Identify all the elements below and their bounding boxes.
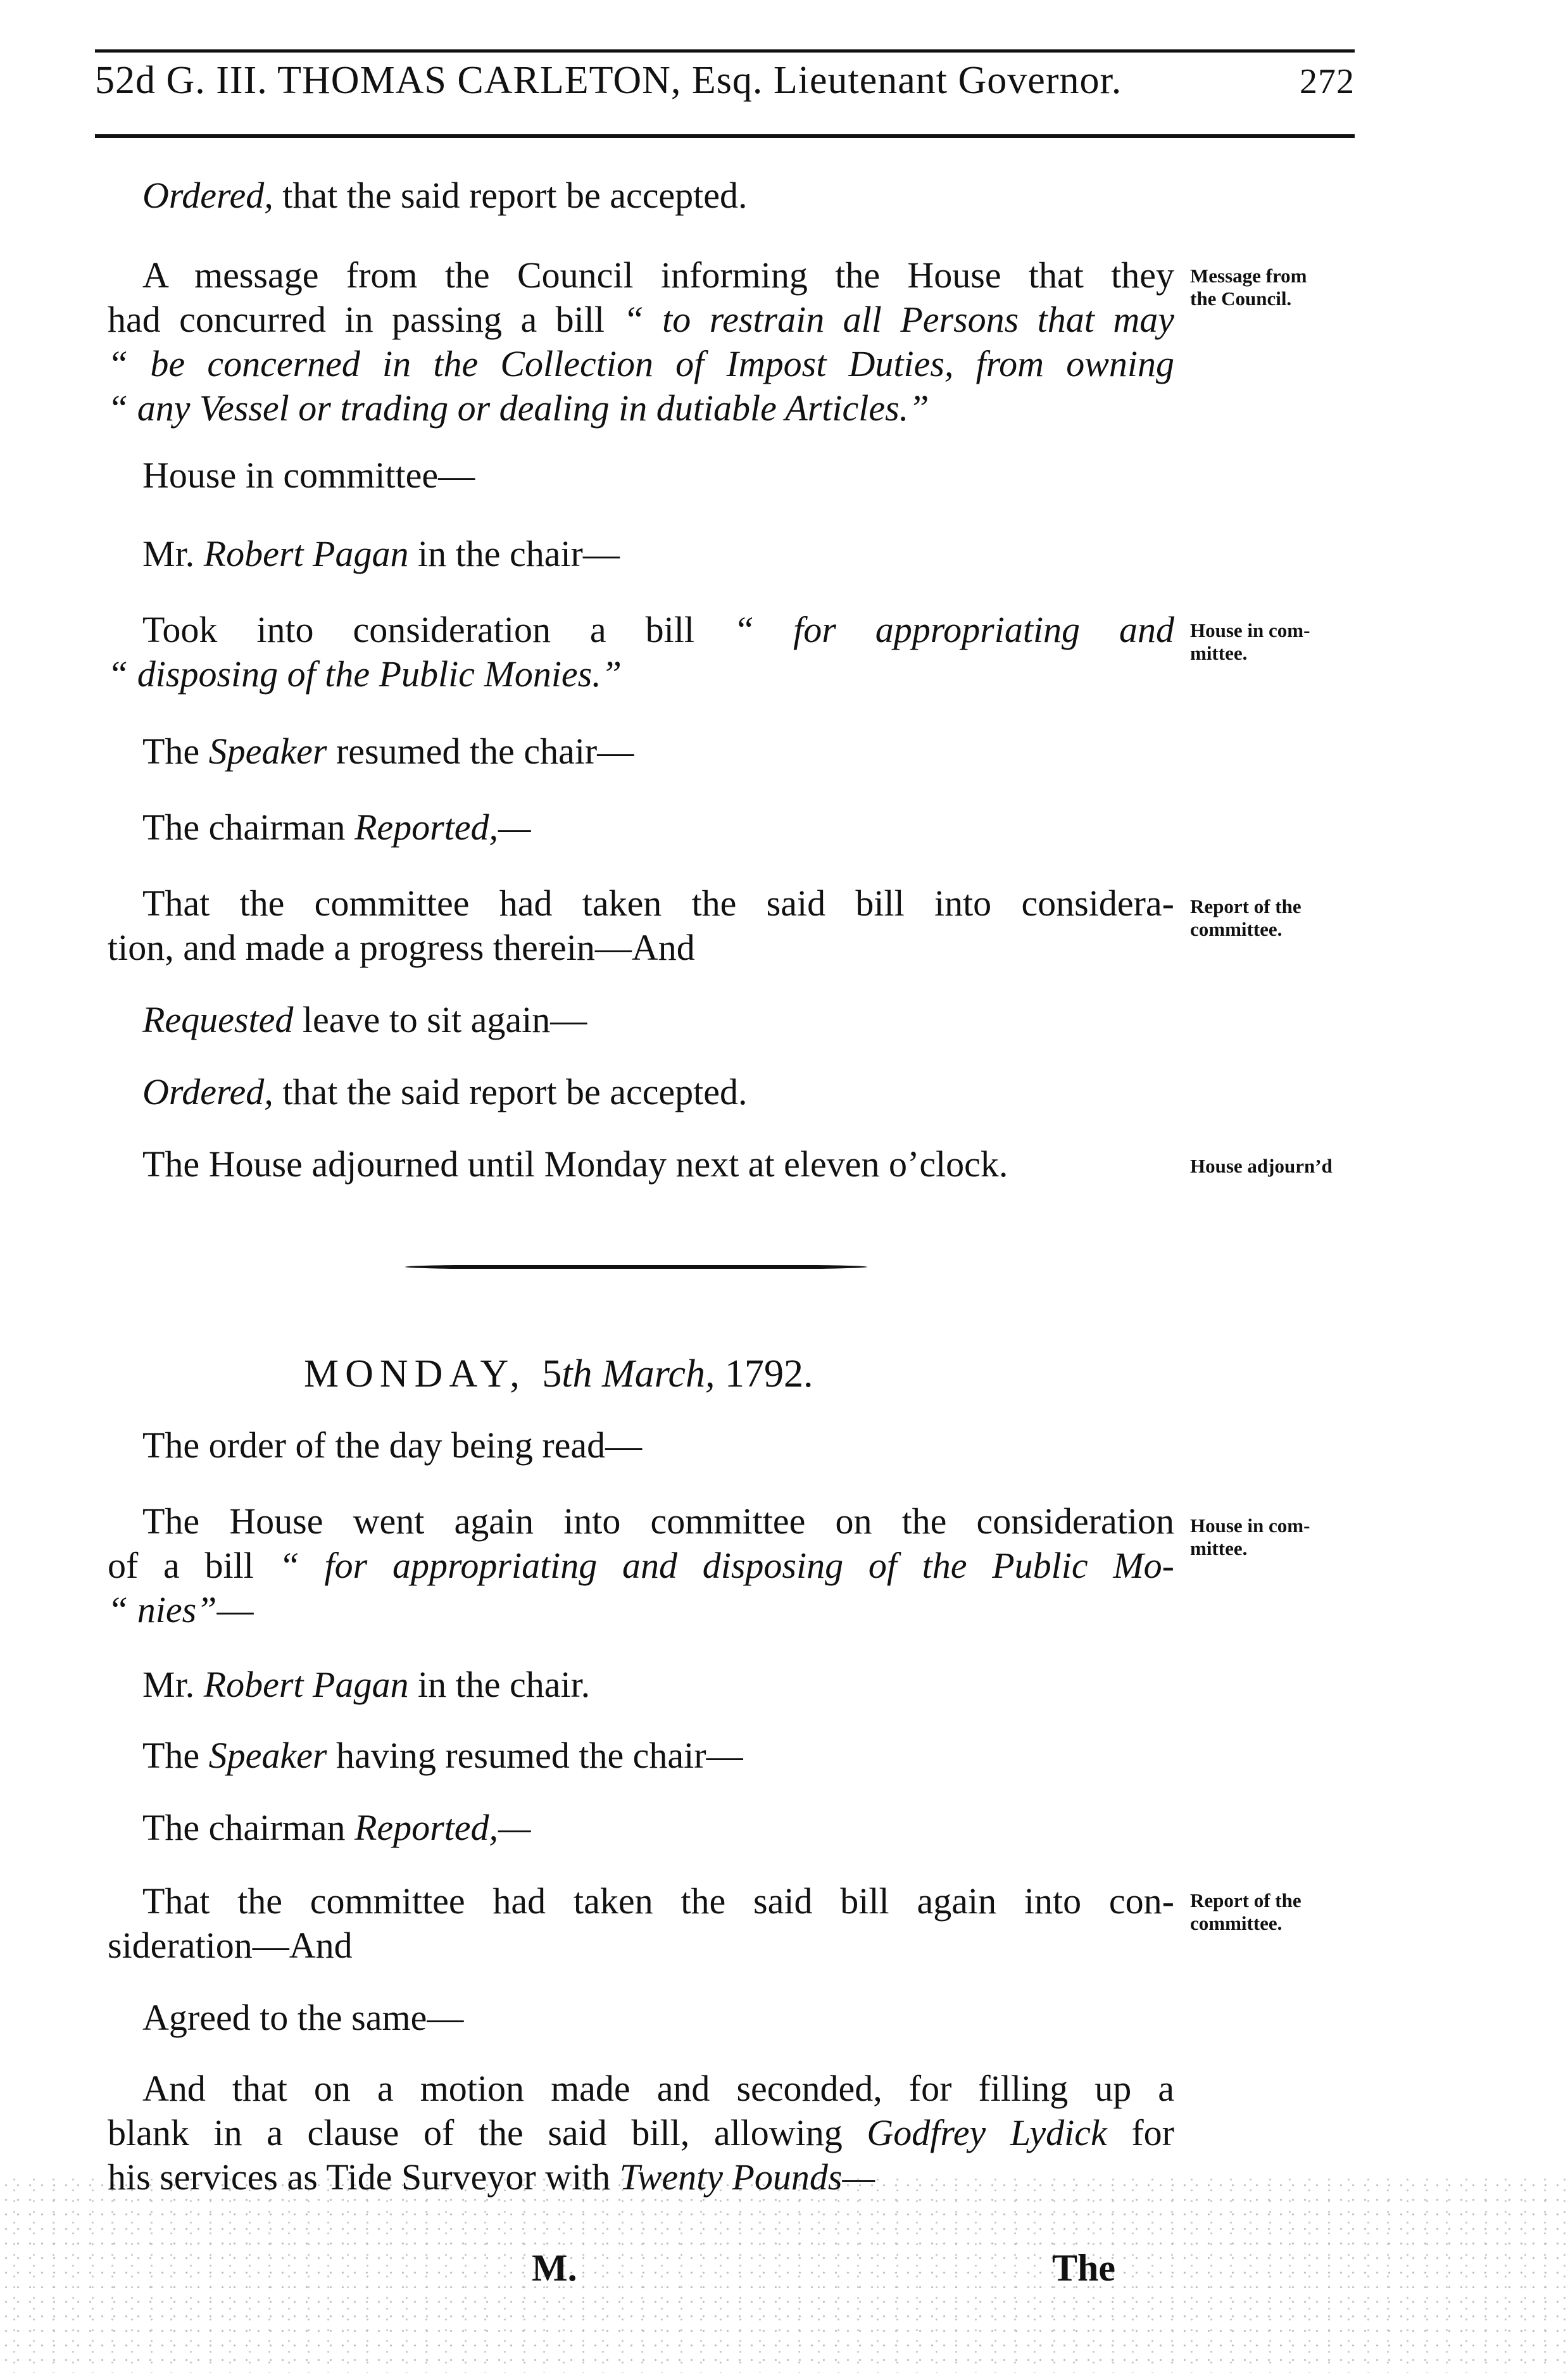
header-bottom-rule [95, 134, 1355, 138]
paragraph: Agreed to the same— [142, 1997, 464, 2038]
paragraph-line: A message from the Council informing the House that they [142, 255, 1174, 296]
paragraph: The House adjourned until Monday next at eleven o’clock. [142, 1143, 1008, 1185]
paragraph: Mr. Robert Pagan in the chair— [142, 533, 620, 574]
paragraph-line: had concurred in passing a bill “ to restrain all Persons that may [108, 299, 1174, 340]
paragraph-line: “ any Vessel or trading or dealing in dutiable Articles.” [108, 387, 929, 429]
page-number: 272 [1300, 62, 1355, 101]
paragraph-line: “ be concerned in the Collection of Impost Duties, from owning [108, 343, 1174, 384]
signature-mark: M. [532, 2247, 577, 2289]
catchword: The [1052, 2247, 1116, 2289]
side-note: Report of the committee. [1190, 895, 1301, 940]
paragraph: The Speaker resumed the chair— [142, 731, 634, 772]
side-note: Message from the Council. [1190, 265, 1307, 310]
paragraph-line: “ nies”— [108, 1589, 254, 1630]
side-note: House in com- mittee. [1190, 1514, 1310, 1559]
paragraph-line: Took into consideration a bill “ for appropriating and [142, 609, 1175, 650]
paragraph: Requested leave to sit again— [142, 999, 587, 1040]
side-note: House adjourn’d [1190, 1155, 1333, 1177]
paragraph-line: blank in a clause of the said bill, allowing Godfrey Lydick for [108, 2112, 1174, 2153]
scan-noise [0, 2178, 1568, 2373]
paragraph: Mr. Robert Pagan in the chair. [142, 1664, 591, 1705]
paragraph: House in committee— [142, 455, 475, 496]
header-title: 52d G. III. THOMAS CARLETON, Esq. Lieutenant Governor. [95, 59, 1122, 102]
paragraph: The chairman Reported,— [142, 807, 531, 848]
date-heading: MONDAY, 5th March, 1792. [304, 1352, 813, 1395]
paragraph-line: And that on a motion made and seconded, for filling up a [142, 2068, 1174, 2109]
paragraph: Ordered, that the said report be accepted. [142, 175, 748, 216]
paragraph-line: “ disposing of the Public Monies.” [108, 653, 622, 695]
paragraph: The chairman Reported,— [142, 1807, 531, 1848]
paragraph-line: The House went again into committee on the consideration [142, 1501, 1174, 1542]
running-header [95, 58, 1355, 103]
paragraph-line: That the committee had taken the said bill again into con- [142, 1880, 1174, 1922]
paragraph-line: his services as Tide Surveyor with Twenty Pounds— [108, 2156, 875, 2198]
paragraph-line: sideration—And [108, 1925, 353, 1966]
paragraph: The Speaker having resumed the chair— [142, 1735, 743, 1776]
side-note: House in com- mittee. [1190, 619, 1310, 664]
section-separator [405, 1264, 867, 1270]
paragraph: The order of the day being read— [142, 1425, 643, 1466]
header-top-rule [95, 49, 1355, 53]
paragraph: Ordered, that the said report be accepted. [142, 1071, 748, 1112]
paragraph-line: of a bill “ for appropriating and disposing of the Public Mo- [108, 1545, 1174, 1586]
side-note: Report of the committee. [1190, 1889, 1301, 1934]
paragraph-line: tion, and made a progress therein—And [108, 927, 695, 968]
paragraph-line: That the committee had taken the said bill into considera- [142, 883, 1174, 924]
